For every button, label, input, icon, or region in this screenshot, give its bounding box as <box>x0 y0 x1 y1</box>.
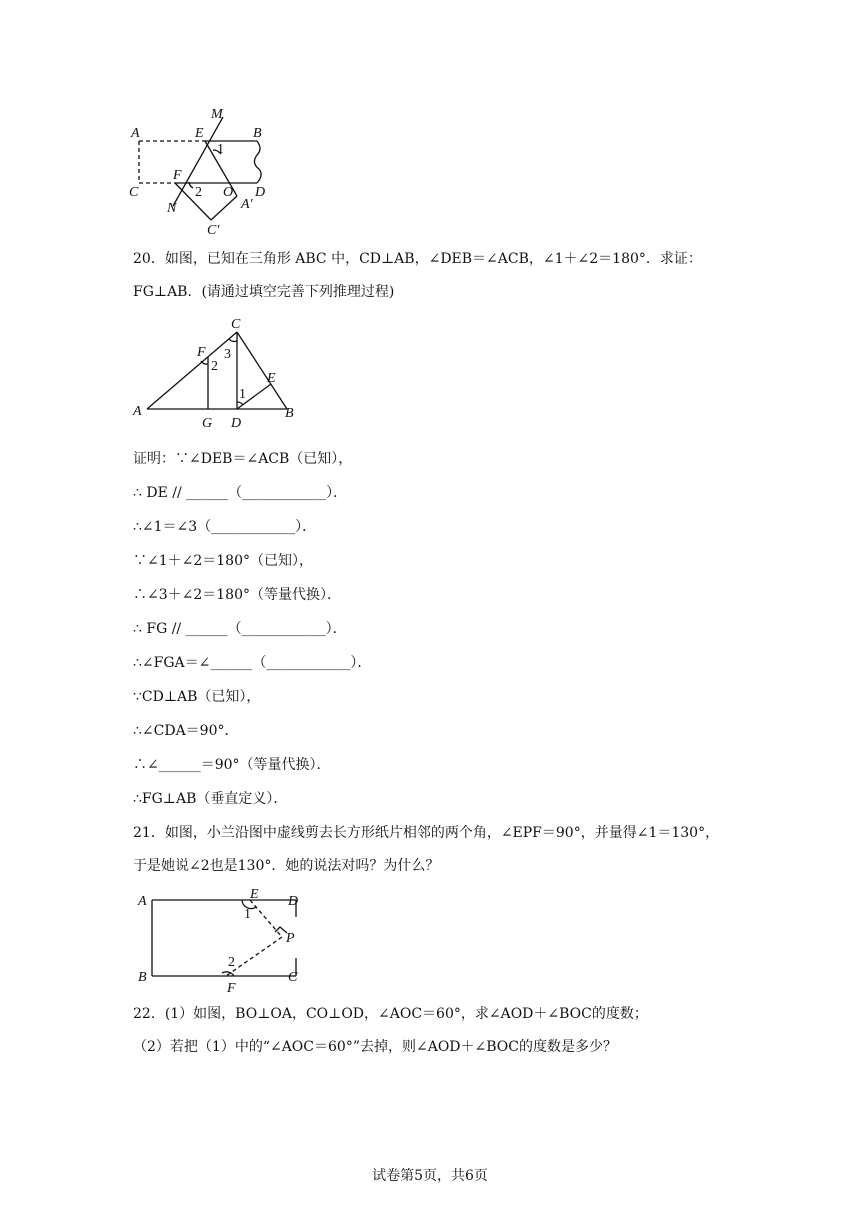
q20-statement-line2: FG⊥AB．(请通过填空完善下列推理过程) <box>133 284 395 300</box>
label-C: C <box>288 970 298 985</box>
q20-statement-line1: 20．如图，已知在三角形 ABC 中，CD⊥AB，∠DEB＝∠ACB，∠1＋∠2＝180°．求证： <box>133 251 702 267</box>
label-G: G <box>202 416 213 431</box>
label-A-prime: A′ <box>241 197 253 212</box>
label-C: C <box>231 317 241 332</box>
label-F: F <box>197 345 206 360</box>
proof-line-7: ∴∠FGA＝∠______（____________）． <box>133 655 372 671</box>
label-D: D <box>255 185 266 200</box>
label-E: E <box>267 371 276 386</box>
label-angle-2: 2 <box>211 359 218 374</box>
label-A: A <box>133 404 142 419</box>
proof-line-4: ∵∠1＋∠2＝180°（已知）， <box>133 553 313 569</box>
label-angle-1: 1 <box>244 907 251 922</box>
proof-line-1: 证明：∵∠DEB＝∠ACB（已知）， <box>133 451 353 467</box>
q22-part2: （2）若把（1）中的“∠AOC＝60°”去掉，则∠AOD＋∠BOC的度数是多少？ <box>133 1039 617 1055</box>
label-F: F <box>227 981 236 995</box>
page-footer: 试卷第5页，共6页 <box>372 1168 488 1184</box>
label-M: M <box>211 107 223 122</box>
label-D: D <box>288 894 299 909</box>
proof-line-6: ∴ FG // ______（____________）． <box>133 621 347 637</box>
label-A: A <box>131 126 140 141</box>
proof-line-9: ∴∠CDA＝90°． <box>133 723 239 739</box>
proof-line-3: ∴∠1＝∠3（____________）． <box>133 519 317 535</box>
q21-statement-line1: 21．如图，小兰沿图中虚线剪去长方形纸片相邻的两个角，∠EPF＝90°，并量得∠1＝130°， <box>133 825 720 841</box>
label-angle-2: 2 <box>195 185 202 200</box>
label-angle-2: 2 <box>228 955 235 970</box>
label-P: P <box>286 931 295 946</box>
label-C-prime: C′ <box>207 223 220 238</box>
label-B: B <box>138 970 147 985</box>
label-F: F <box>173 168 182 183</box>
label-B: B <box>285 406 294 421</box>
proof-line-5: ∴∠3＋∠2＝180°（等量代换）． <box>133 587 341 603</box>
label-angle-1: 1 <box>239 387 246 402</box>
figure-19-rectangle-fold <box>125 100 305 240</box>
proof-line-2: ∴ DE // ______（____________）． <box>133 485 348 501</box>
label-E: E <box>195 126 204 141</box>
label-O: O <box>223 185 234 200</box>
label-D: D <box>231 416 242 431</box>
figure-20-triangle <box>125 312 310 432</box>
proof-line-10: ∴∠______＝90°（等量代换）． <box>133 757 331 773</box>
q21-statement-line2: 于是她说∠2也是130°．她的说法对吗？为什么？ <box>133 858 440 874</box>
proof-line-11: ∴FG⊥AB（垂直定义）． <box>133 791 288 807</box>
label-C: C <box>129 185 139 200</box>
label-angle-3: 3 <box>224 347 231 362</box>
label-angle-1: 1 <box>217 142 224 157</box>
label-E: E <box>250 887 259 902</box>
figure-21-rectangle <box>132 880 312 995</box>
label-B: B <box>253 126 262 141</box>
label-A: A <box>138 894 147 909</box>
label-N: N <box>167 201 177 216</box>
q22-part1: 22．(1）如图，BO⊥OA，CO⊥OD，∠AOC＝60°，求∠AOD＋∠BOC的度数； <box>133 1006 648 1022</box>
proof-line-8: ∵CD⊥AB（已知）， <box>133 689 261 705</box>
